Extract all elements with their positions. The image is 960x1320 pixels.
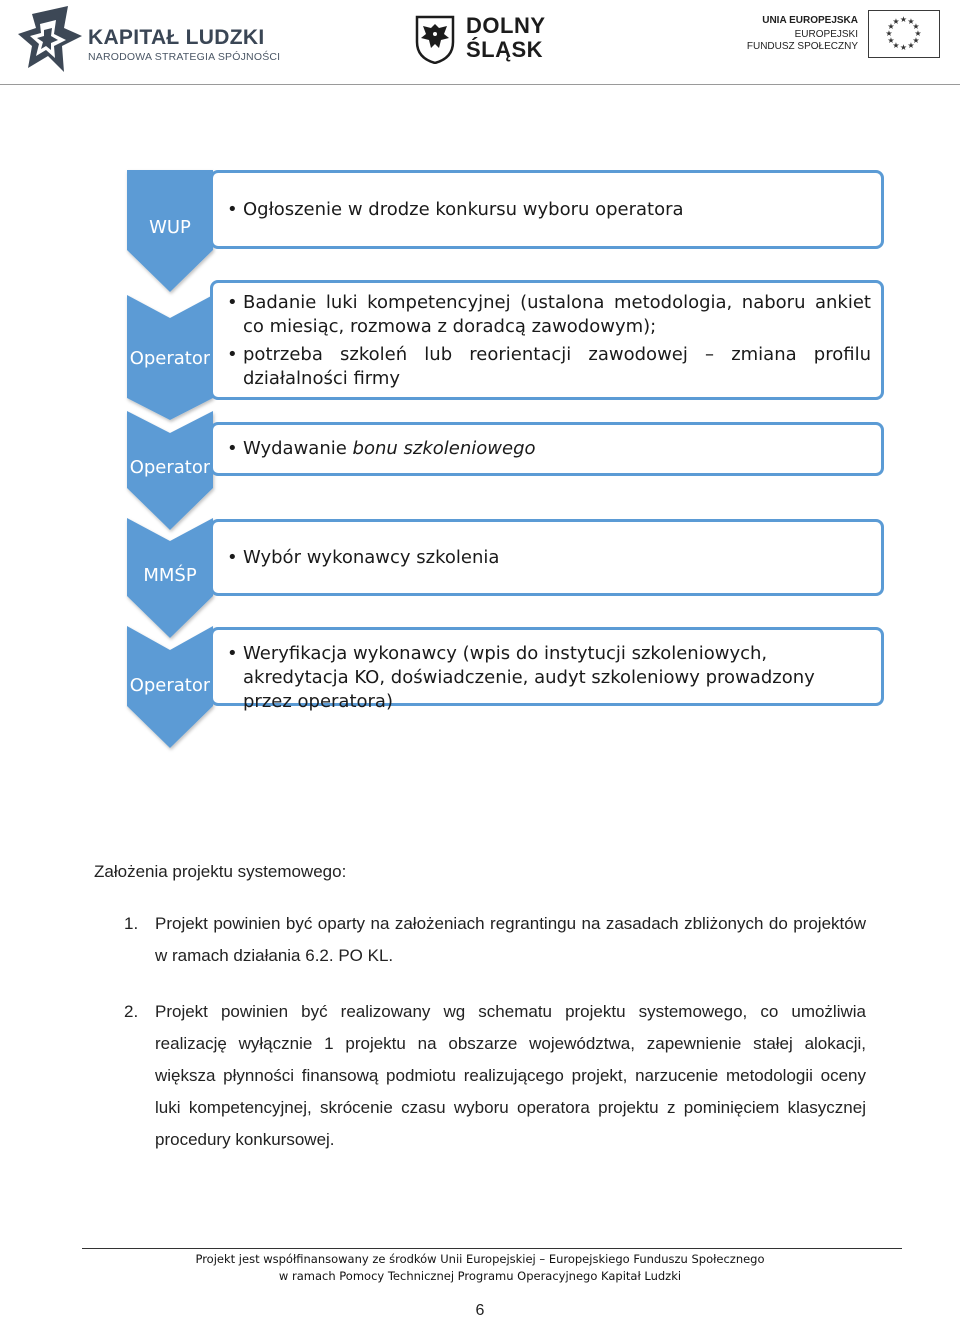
list-item xyxy=(94,908,866,972)
step-bullet xyxy=(213,437,881,461)
svg-text:★: ★ xyxy=(892,41,900,50)
step-bullet: • Weryfikacja wykonawcy (wpis do instytucji szkoleniowych, akredytacja KO, doświadczenie, audyt szkoleniowy prowadzony przez operatora) xyxy=(213,642,861,714)
step-box xyxy=(210,280,884,400)
svg-text:★: ★ xyxy=(899,15,908,24)
svg-text:★: ★ xyxy=(887,36,895,45)
svg-text:★: ★ xyxy=(914,29,922,38)
ds-line2: ŚLĄSK xyxy=(466,37,544,62)
step-bullet-text: Wydawanie xyxy=(243,438,353,459)
footer-divider xyxy=(82,1248,902,1249)
step-box xyxy=(210,519,884,596)
kl-subtitle: NARODOWA STRATEGIA SPÓJNOŚCI xyxy=(88,51,281,63)
step-actor: Operator xyxy=(129,348,211,369)
list-number: 1. xyxy=(124,914,139,933)
step-actor: Operator xyxy=(129,457,211,478)
step-actor: MMŚP xyxy=(143,565,197,586)
svg-text:★: ★ xyxy=(912,22,920,31)
footer-line2: w ramach Pomocy Technicznej Programu Operacyjnego Kapitał Ludzki xyxy=(278,1269,682,1283)
body-text xyxy=(94,856,866,1180)
step-box xyxy=(210,627,884,712)
page-number: 6 xyxy=(475,1302,485,1319)
list-number: 2. xyxy=(124,1002,139,1021)
step-actor: Operator xyxy=(129,675,211,696)
step-actor: WUP xyxy=(149,217,191,238)
step-bullet: • Badanie luki kompetencyjnej (ustalona metodologia, naboru ankiet co miesiąc, rozmowa z doradcą zawodowym); xyxy=(213,291,871,339)
svg-text:★: ★ xyxy=(887,22,895,31)
step-bullet: • Ogłoszenie w drodze konkursu wyboru operatora xyxy=(213,198,881,222)
ue-line3: FUNDUSZ SPOŁECZNY xyxy=(746,41,858,52)
list-text: Projekt powinien być realizowany wg schematu projektu systemowego, co umożliwia realizację wyłącznie 1 projektu na obszarze województwa, zapewnienie stałej alokacji, większa płynności finansową podmiotu realizującego projekt, narzucenie metodologii oceny luki kompetencyjnej, skrócenie czasu wyboru operatora projektu z pominięciem klasycznej procedury konkursowej. xyxy=(155,1002,866,1149)
footer-line1: Projekt jest współfinansowany ze środków Unii Europejskiej – Europejskiego Funduszu Społecznego xyxy=(195,1252,765,1266)
step-box xyxy=(210,170,884,249)
step-box xyxy=(210,422,884,476)
svg-text:★: ★ xyxy=(907,17,915,26)
step-bullet-italic: bonu szkoleniowego xyxy=(352,438,536,459)
svg-text:★: ★ xyxy=(892,17,900,26)
kl-title: KAPITAŁ LUDZKI xyxy=(88,26,265,49)
page-footer xyxy=(0,1251,960,1285)
svg-text:★: ★ xyxy=(899,43,908,52)
svg-text:★: ★ xyxy=(885,29,893,38)
svg-text:★: ★ xyxy=(907,41,915,50)
step-bullet: • Wybór wykonawcy szkolenia xyxy=(213,546,881,570)
step-bullet: • potrzeba szkoleń lub reorientacji zawodowej – zmiana profilu działalności firmy xyxy=(213,343,871,391)
ue-line1: UNIA EUROPEJSKA xyxy=(762,15,858,26)
ds-line1: DOLNY xyxy=(466,13,546,38)
section-intro: Założenia projektu systemowego: xyxy=(94,862,347,881)
svg-text:★: ★ xyxy=(912,36,920,45)
list-text: Projekt powinien być oparty na założeniach regrantingu na zasadach zbliżonych do projektów w ramach działania 6.2. PO KL. xyxy=(155,914,866,965)
ue-line2: EUROPEJSKI xyxy=(794,29,858,40)
list-item xyxy=(94,996,866,1156)
